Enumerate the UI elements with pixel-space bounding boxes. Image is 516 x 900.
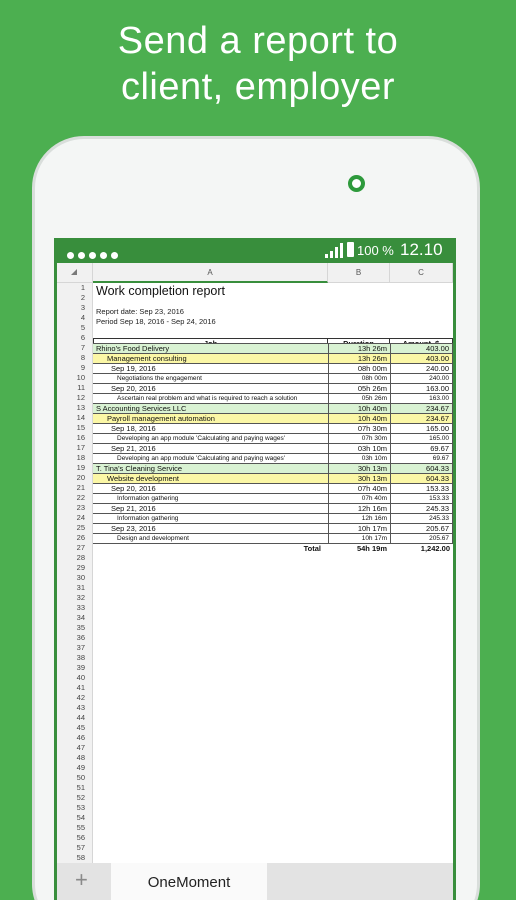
amount-cell[interactable]: 69.67 [390,454,453,464]
job-cell[interactable]: Sep 23, 2016 [111,524,156,533]
status-time: 12.10 [400,240,443,259]
job-cell[interactable]: T. Tina's Cleaning Service [96,464,183,473]
row-number[interactable]: 22 [76,493,85,502]
column-header-b[interactable]: B [328,263,390,283]
row-number[interactable]: 50 [76,773,85,782]
amount-cell[interactable]: 403.00 [390,344,453,354]
table-row[interactable] [93,463,453,473]
amount-cell[interactable]: 69.67 [390,444,453,454]
row-number[interactable]: 49 [76,763,85,772]
row-numbers [57,283,93,863]
row-number[interactable]: 51 [76,783,85,792]
table-row[interactable] [93,413,453,423]
table-row[interactable] [93,473,453,483]
job-cell[interactable]: Website development [107,474,179,483]
row-number[interactable]: 26 [76,533,85,542]
table-row[interactable] [93,403,453,413]
row-number[interactable]: 32 [76,593,85,602]
duration-cell[interactable]: 08h 00m [328,364,390,374]
amount-cell[interactable]: 604.33 [390,474,453,484]
row-number[interactable]: 47 [76,743,85,752]
amount-cell[interactable]: 240.00 [390,364,453,374]
row-number[interactable]: 38 [76,653,85,662]
amount-cell[interactable]: 163.00 [390,384,453,394]
job-cell[interactable]: Information gathering [117,495,179,502]
total-amount[interactable]: 1,242.00 [420,544,450,553]
row-number[interactable]: 13 [76,403,85,412]
row-number[interactable]: 20 [76,473,85,482]
notification-dots-icon [67,246,122,254]
amount-cell[interactable]: 153.33 [390,494,453,504]
row-number[interactable]: 33 [76,603,85,612]
signal-icon [325,243,343,258]
job-cell[interactable]: Developing an app module 'Calculating and paying wages' [117,435,285,442]
row-number[interactable]: 28 [76,553,85,562]
report-title: Work completion report [96,284,225,298]
table-row[interactable] [93,433,453,443]
table-row[interactable] [93,393,453,403]
table-row[interactable] [93,363,453,373]
job-cell[interactable]: Sep 20, 2016 [111,384,156,393]
row-number[interactable]: 39 [76,663,85,672]
job-cell[interactable]: S Accounting Services LLC [96,404,187,413]
amount-cell[interactable]: 205.67 [390,524,453,534]
total-label[interactable]: Total [303,544,321,553]
report-date: Report date: Sep 23, 2016 [96,307,184,316]
row-number[interactable]: 19 [76,463,85,472]
row-number[interactable]: 4 [80,313,85,322]
amount-cell[interactable]: 245.33 [390,514,453,524]
row-number[interactable]: 43 [76,703,85,712]
job-cell[interactable]: Ascertain real problem and what is required to reach a solution [117,395,298,402]
table-row[interactable] [93,453,453,463]
duration-cell[interactable]: 12h 16m [328,504,390,514]
duration-cell[interactable]: 10h 17m [328,534,390,544]
row-number[interactable]: 31 [76,583,85,592]
amount-cell[interactable]: 245.33 [390,504,453,514]
table-row[interactable] [93,523,453,533]
amount-cell[interactable]: 165.00 [390,424,453,434]
add-sheet-button[interactable]: + [75,867,88,892]
job-cell[interactable]: Information gathering [117,515,179,522]
duration-cell[interactable]: 13h 26m [328,354,390,364]
row-number[interactable]: 55 [76,823,85,832]
headline-line-1: Send a report to [117,20,399,62]
column-header-a[interactable]: A [93,263,328,283]
amount-cell[interactable]: 163.00 [390,394,453,404]
job-cell[interactable]: Sep 20, 2016 [111,484,156,493]
select-all-corner[interactable] [57,263,93,283]
row-number[interactable]: 24 [76,513,85,522]
sheet-tab-bar [57,863,453,900]
row-number[interactable]: 29 [76,563,85,572]
row-number[interactable]: 37 [76,643,85,652]
row-number[interactable]: 44 [76,713,85,722]
row-number[interactable]: 57 [76,843,85,852]
row-number[interactable]: 52 [76,793,85,802]
column-headers [57,263,453,283]
row-number[interactable]: 56 [76,833,85,842]
row-number[interactable]: 8 [80,353,85,362]
duration-cell[interactable]: 10h 40m [328,414,390,424]
amount-cell[interactable]: 153.33 [390,484,453,494]
amount-cell[interactable]: 234.67 [390,404,453,414]
table-row[interactable] [93,493,453,503]
amount-cell[interactable]: 240.00 [390,374,453,384]
battery-icon [347,242,354,257]
duration-cell[interactable]: 30h 13m [328,474,390,484]
amount-cell[interactable]: 205.67 [390,534,453,544]
row-number[interactable]: 23 [76,503,85,512]
amount-cell[interactable]: 234.67 [390,414,453,424]
row-number[interactable]: 15 [76,423,85,432]
duration-cell[interactable]: 12h 16m [328,514,390,524]
duration-cell[interactable]: 07h 40m [328,494,390,504]
spreadsheet-grid[interactable] [93,283,453,863]
row-number[interactable]: 53 [76,803,85,812]
table-row[interactable] [93,503,453,513]
app-screen [54,238,456,900]
headline [0,18,516,110]
table-row[interactable] [93,343,453,353]
duration-cell[interactable]: 03h 10m [328,444,390,454]
table-row[interactable] [93,443,453,453]
row-number[interactable]: 14 [76,413,85,422]
duration-cell[interactable]: 13h 26m [328,344,390,354]
row-number[interactable]: 36 [76,633,85,642]
amount-cell[interactable]: 604.33 [390,464,453,474]
duration-cell[interactable]: 30h 13m [328,464,390,474]
row-number[interactable]: 58 [76,853,85,862]
row-number[interactable]: 10 [76,373,85,382]
camera-icon [348,175,365,192]
row-number[interactable]: 12 [76,393,85,402]
total-row[interactable] [93,543,453,553]
row-number[interactable]: 30 [76,573,85,582]
table-row[interactable] [93,513,453,523]
row-number[interactable]: 7 [80,343,85,352]
row-number[interactable]: 6 [80,333,85,342]
row-number[interactable]: 17 [76,443,85,452]
row-number[interactable]: 18 [76,453,85,462]
duration-cell[interactable]: 08h 00m [328,374,390,384]
job-cell[interactable]: Sep 19, 2016 [111,364,156,373]
row-number[interactable]: 16 [76,433,85,442]
table-row[interactable] [93,533,453,543]
row-number[interactable]: 42 [76,693,85,702]
amount-cell[interactable]: 165.00 [390,434,453,444]
job-cell[interactable]: Design and development [117,535,189,542]
table-row[interactable] [93,423,453,433]
headline-line-2: client, employer [120,66,396,108]
row-number[interactable]: 45 [76,723,85,732]
row-number[interactable]: 21 [76,483,85,492]
duration-cell[interactable]: 07h 30m [328,434,390,444]
row-number[interactable]: 48 [76,753,85,762]
row-number[interactable]: 1 [80,283,85,292]
row-number[interactable]: 9 [80,363,85,372]
duration-cell[interactable]: 07h 40m [328,484,390,494]
row-number[interactable]: 46 [76,733,85,742]
job-cell[interactable]: Developing an app module 'Calculating and paying wages' [117,455,285,462]
column-header-c[interactable]: C [390,263,453,283]
battery-percent: 100 % [357,243,394,258]
duration-cell[interactable]: 07h 30m [328,424,390,434]
row-number[interactable]: 34 [76,613,85,622]
job-cell[interactable]: Sep 21, 2016 [111,444,156,453]
table-row[interactable] [93,483,453,493]
row-number[interactable]: 2 [80,293,85,302]
duration-cell[interactable]: 10h 40m [328,404,390,414]
duration-cell[interactable]: 03h 10m [328,454,390,464]
report-period: Period Sep 18, 2016 - Sep 24, 2016 [96,317,216,326]
row-number[interactable]: 41 [76,683,85,692]
row-number[interactable]: 54 [76,813,85,822]
table-row[interactable] [93,373,453,383]
status-bar [57,238,453,263]
row-number[interactable]: 25 [76,523,85,532]
job-cell[interactable]: Sep 21, 2016 [111,504,156,513]
total-duration[interactable]: 54h 19m [356,544,387,553]
job-cell[interactable]: Rhino's Food Delivery [96,344,170,353]
row-number[interactable]: 3 [80,303,85,312]
row-number[interactable]: 40 [76,673,85,682]
table-row[interactable] [93,383,453,393]
row-number[interactable]: 35 [76,623,85,632]
duration-cell[interactable]: 10h 17m [328,524,390,534]
row-number[interactable]: 27 [76,543,85,552]
row-number[interactable]: 11 [77,383,85,392]
sheet-tab-onemoment[interactable]: OneMoment [111,863,267,900]
row-number[interactable]: 5 [80,323,85,332]
amount-cell[interactable]: 403.00 [390,354,453,364]
job-cell[interactable]: Negotiations the engagement [117,375,202,382]
job-cell[interactable]: Sep 18, 2016 [111,424,156,433]
duration-cell[interactable]: 05h 26m [328,394,390,404]
table-row[interactable] [93,353,453,363]
job-cell[interactable]: Payroll management automation [107,414,215,423]
duration-cell[interactable]: 05h 26m [328,384,390,394]
job-cell[interactable]: Management consulting [107,354,187,363]
